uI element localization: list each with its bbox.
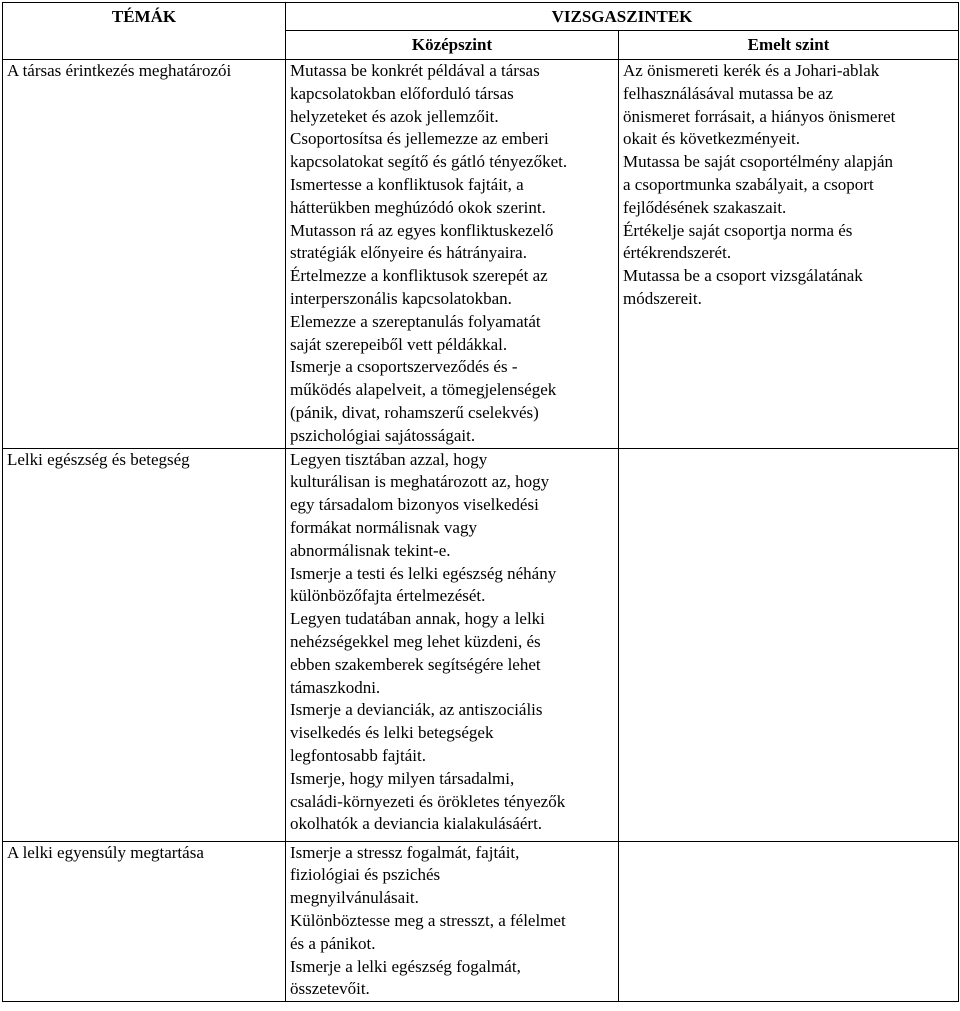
- text-line: Mutasson rá az egyes konfliktuskezelő: [290, 220, 554, 240]
- topic-cell: Lelki egészség és betegség: [3, 448, 286, 841]
- table-row: [3, 841, 959, 1002]
- text-line: fejlődésének szakaszait.: [623, 197, 787, 217]
- exam-requirements-table: [2, 2, 959, 1002]
- text-line: Ismerje a lelki egészség fogalmát,: [290, 956, 521, 976]
- text-line: Ismerje a testi és lelki egészség néhány: [290, 563, 557, 583]
- text-line: interperszonális kapcsolatokban.: [290, 288, 512, 308]
- text-line: Ismertesse a konfliktusok fajtáit, a: [290, 174, 524, 194]
- text-line: Értelmezze a konfliktusok szerepét az: [290, 266, 548, 286]
- text-line: működés alapelveit, a tömegjelenségek: [290, 380, 557, 400]
- mid-level-cell: [286, 841, 619, 1002]
- table-row: [3, 60, 959, 449]
- text-line: kapcsolatokat segítő és gátló tényezőket.: [290, 152, 568, 172]
- mid-level-header: Középszint: [286, 31, 619, 60]
- text-line: Csoportosítsa és jellemezze az emberi: [290, 129, 549, 149]
- topics-header: TÉMÁK: [3, 3, 286, 60]
- text-line: Legyen tisztában azzal, hogy: [290, 449, 488, 469]
- text-line: Az önismereti kerék és a Johari-ablak: [623, 61, 880, 80]
- text-line: okolhatók a deviancia kialakulásáért.: [290, 814, 543, 834]
- text-line: pszichológiai sajátosságait.: [290, 425, 476, 445]
- text-line: kulturálisan is meghatározott az, hogy: [290, 472, 550, 492]
- topic-cell: A társas érintkezés meghatározói: [3, 60, 286, 449]
- text-line: ebben szakemberek segítségére lehet: [290, 654, 541, 674]
- text-line: Legyen tudatában annak, hogy a lelki: [290, 609, 545, 629]
- text-line: különbözőfajta értelmezését.: [290, 586, 486, 606]
- text-line: megnyilvánulásait.: [290, 888, 419, 908]
- text-line: felhasználásával mutassa be az: [623, 83, 834, 103]
- text-line: támaszkodni.: [290, 677, 381, 697]
- text-line: kapcsolatokban előforduló társas: [290, 83, 514, 103]
- text-line: a csoportmunka szabályait, a csoport: [623, 174, 874, 194]
- text-line: Mutassa be saját csoportélmény alapján: [623, 152, 894, 172]
- text-line: Ismerje, hogy milyen társadalmi,: [290, 768, 515, 788]
- advanced-level-cell: [619, 60, 959, 449]
- table-row: [3, 448, 959, 841]
- text-line: saját szerepeiből vett példákkal.: [290, 334, 508, 354]
- text-line: családi-környezeti és örökletes tényezők: [290, 791, 566, 811]
- text-line: Mutassa be konkrét példával a társas: [290, 61, 540, 80]
- text-line: (pánik, divat, rohamszerű cselekvés): [290, 402, 539, 422]
- text-line: hátterükben meghúzódó okok szerint.: [290, 197, 546, 217]
- advanced-level-cell: [619, 841, 959, 1002]
- text-line: egy társadalom bizonyos viselkedési: [290, 495, 539, 515]
- topic-cell: A lelki egyensúly megtartása: [3, 841, 286, 1002]
- text-line: Ismerje a csoportszerveződés és -: [290, 357, 518, 377]
- text-line: Értékelje saját csoportja norma és: [623, 220, 853, 240]
- text-line: okait és következményeit.: [623, 129, 801, 149]
- advanced-level-cell: [619, 448, 959, 841]
- text-line: összetevőit.: [290, 979, 370, 999]
- text-line: Ismerje a stressz fogalmát, fajtáit,: [290, 842, 520, 862]
- mid-level-cell: [286, 60, 619, 449]
- text-line: Elemezze a szereptanulás folyamatát: [290, 311, 541, 331]
- text-line: helyzeteket és azok jellemzőit.: [290, 106, 499, 126]
- mid-level-cell: [286, 448, 619, 841]
- text-line: abnormálisnak tekint-e.: [290, 540, 451, 560]
- text-line: értékrendszerét.: [623, 243, 732, 263]
- levels-header: VIZSGASZINTEK: [286, 3, 959, 31]
- text-line: stratégiák előnyeire és hátrányaira.: [290, 243, 527, 263]
- text-line: önismeret forrásait, a hiányos önismeret: [623, 106, 896, 126]
- header-row: [3, 3, 959, 31]
- text-line: Ismerje a devianciák, az antiszociális: [290, 700, 543, 720]
- text-line: nehézségekkel meg lehet küzdeni, és: [290, 631, 541, 651]
- text-line: módszereit.: [623, 288, 702, 308]
- text-line: legfontosabb fajtáit.: [290, 745, 426, 765]
- text-line: és a pánikot.: [290, 933, 376, 953]
- text-line: Mutassa be a csoport vizsgálatának: [623, 266, 863, 286]
- text-line: Különböztesse meg a stresszt, a félelmet: [290, 910, 566, 930]
- text-line: fiziológiai és pszichés: [290, 865, 441, 885]
- text-line: formákat normálisnak vagy: [290, 517, 477, 537]
- advanced-level-header: Emelt szint: [619, 31, 959, 60]
- text-line: viselkedés és lelki betegségek: [290, 723, 494, 743]
